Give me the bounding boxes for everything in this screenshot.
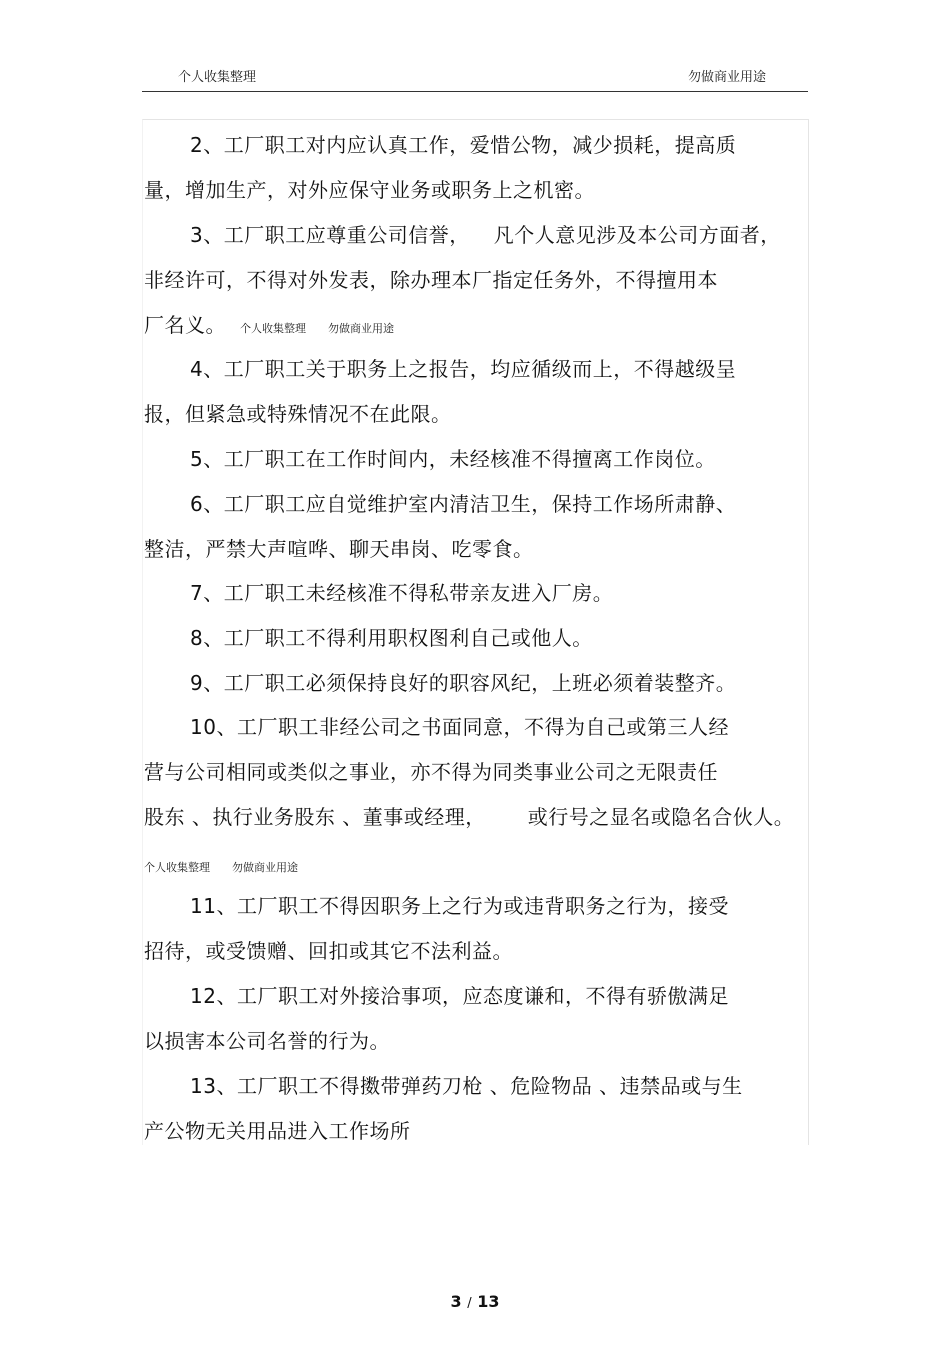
rule-2-line-1: 2、工厂职工对内应认真工作，爱惜公物，减少损耗，提高质 xyxy=(190,133,737,157)
rule-10-part-b: 或行号之显名或隐名合伙人。 xyxy=(527,805,795,829)
rule-6-line-2: 整洁，严禁大声喧哗、聊天串岗、吃零食。 xyxy=(144,537,534,561)
rule-7-line-1: 7、工厂职工未经核准不得私带亲友进入厂房。 xyxy=(190,581,614,605)
header-right-text: 勿做商业用途 xyxy=(688,70,767,85)
rule-10-line-2: 营与公司相同或类似之事业，亦不得为同类事业公司之无限责任 xyxy=(144,760,718,784)
rule-11-line-2: 招待，或受馈赠、回扣或其它不法利益。 xyxy=(144,939,513,963)
rule-13-line-2: 产公物无关用品进入工作场所 xyxy=(144,1119,411,1143)
rule-13-line-1: 13、工厂职工不得擞带弹药刀枪 、危险物品 、违禁品或与生 xyxy=(190,1074,743,1098)
rule-3-line-3 xyxy=(144,313,394,341)
rule-3-part-a: 3、工厂职工应尊重公司信誉， xyxy=(190,223,470,247)
rule-12-line-2: 以损害本公司名誉的行为。 xyxy=(144,1029,390,1053)
rule-6-line-1: 6、工厂职工应自觉维护室内清洁卫生，保持工作场所肃静、 xyxy=(190,492,737,516)
rule-3-line-2: 非经许可，不得对外发表，除办理本厂指定任务外，不得擅用本 xyxy=(144,268,718,292)
rule-10-line-1: 10、工厂职工非经公司之书面同意，不得为自己或第三人经 xyxy=(190,715,729,739)
rule-8-line-1: 8、工厂职工不得利用职权图利自己或他人。 xyxy=(190,626,593,650)
rule-10-line-3 xyxy=(144,805,794,829)
rule-10-part-a: 股东 、执行业务股东 、董事或经理， xyxy=(144,805,486,829)
header-divider xyxy=(142,91,808,92)
inline-watermark-line xyxy=(144,856,298,880)
rule-12-line-1: 12、工厂职工对外接洽事项，应态度谦和，不得有骄傲满足 xyxy=(190,984,729,1008)
inline-watermark-b: 勿做商业用途 xyxy=(328,322,394,335)
page-total: 13 xyxy=(477,1292,500,1311)
rule-4-line-1: 4、工厂职工关于职务上之报告，均应循级而上，不得越级呈 xyxy=(190,357,737,381)
page-current: 3 xyxy=(450,1292,462,1311)
inline-watermark-c: 个人收集整理 xyxy=(144,861,210,874)
rule-4-line-2: 报，但紧急或特殊情况不在此限。 xyxy=(144,402,452,426)
rule-3-part-b: 凡个人意见涉及本公司方面者， xyxy=(493,223,781,247)
rule-3-tail: 厂名义。 xyxy=(144,313,226,337)
rule-5-line-1: 5、工厂职工在工作时间内，未经核准不得擅离工作岗位。 xyxy=(190,447,716,471)
header-left-text: 个人收集整理 xyxy=(178,70,257,85)
inline-watermark-d: 勿做商业用途 xyxy=(232,861,298,874)
rule-11-line-1: 11、工厂职工不得因职务上之行为或违背职务之行为，接受 xyxy=(190,894,729,918)
page-number xyxy=(0,1292,950,1311)
rule-2-line-2: 量，增加生产，对外应保守业务或职务上之机密。 xyxy=(144,178,595,202)
page-separator: / xyxy=(467,1296,472,1311)
rule-3-line-1 xyxy=(190,223,781,247)
inline-watermark-a: 个人收集整理 xyxy=(240,322,306,335)
rule-9-line-1: 9、工厂职工必须保持良好的职容风纪，上班必须着装整齐。 xyxy=(190,671,737,695)
